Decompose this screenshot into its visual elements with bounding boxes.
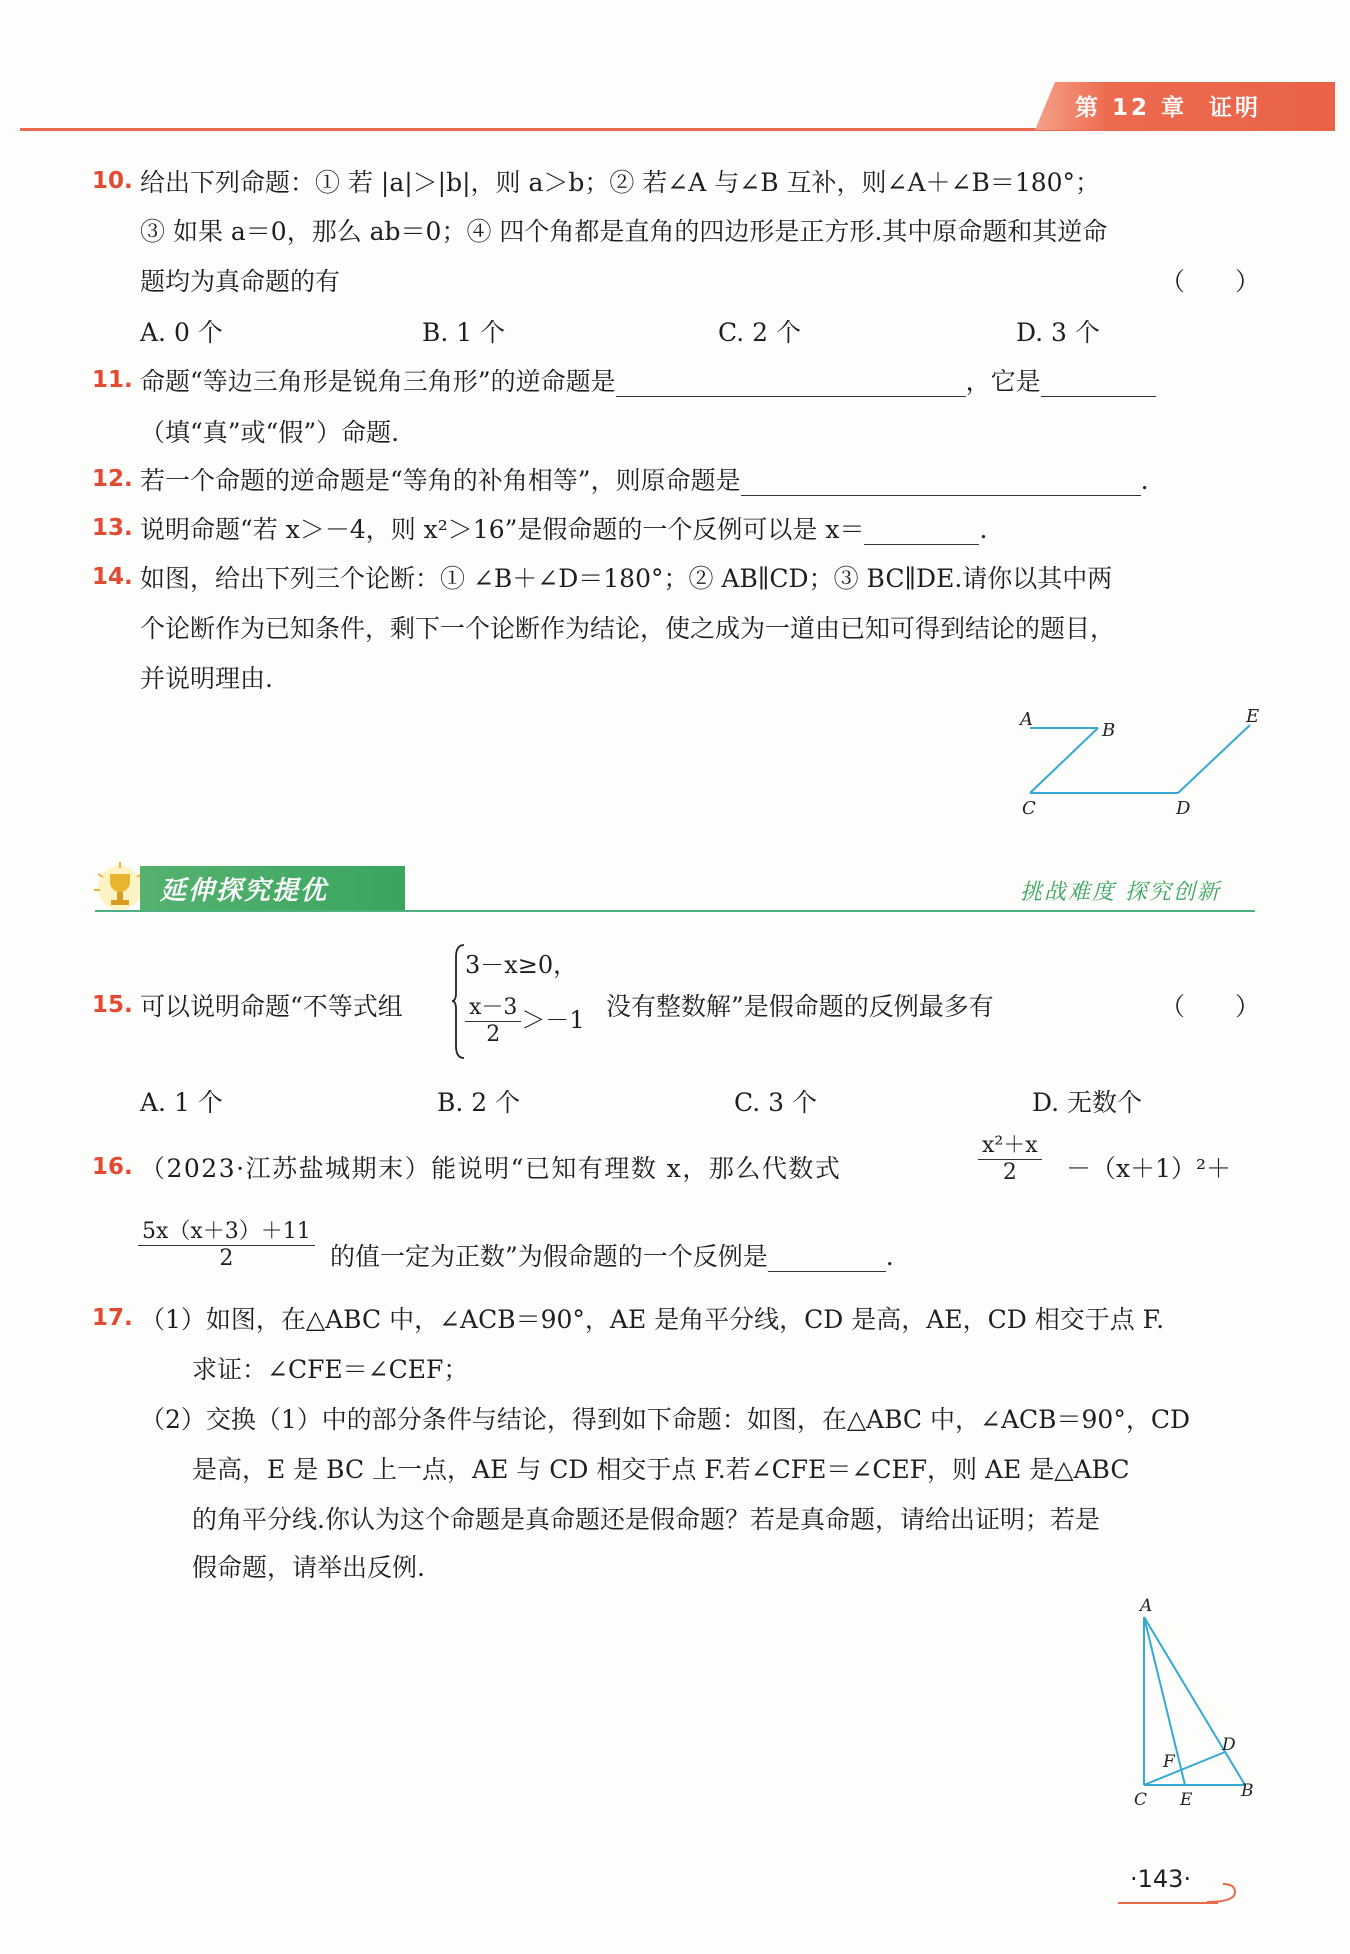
q15-fraction [465, 995, 521, 1048]
q15-brace [452, 943, 462, 1060]
segment-ab [1144, 1617, 1245, 1785]
q10-option-c: C. 2 个 [718, 318, 801, 347]
chapter-label [1075, 89, 1261, 122]
q13-text: 说明命题“若 x＞－4，则 x²＞16”是假命题的一个反例可以是 x＝ [140, 515, 865, 544]
q13-period: . [979, 515, 988, 544]
label-e: E [1246, 706, 1260, 727]
q15-inequality-2-rest: ＞－1 [521, 1006, 585, 1034]
label-e: E [1180, 1790, 1193, 1810]
page-number-rule [1118, 1902, 1218, 1904]
label-d: D [1222, 1735, 1236, 1755]
q10-line-1: 给出下列命题：① 若 |a|＞|b|，则 a＞b；② 若∠A 与∠B 互补，则∠A＋∠B＝180°； [140, 168, 1101, 197]
q10-option-b: B. 1 个 [422, 318, 506, 347]
q17-part1-line-1: （1）如图，在△ABC 中，∠ACB＝90°，AE 是角平分线，CD 是高，AE，CD 相交于点 F. [140, 1305, 1165, 1334]
q17-part2-line-2: 是高，E 是 BC 上一点，AE 与 CD 相交于点 F.若∠CFE＝∠CEF，则 AE 是△ABC [192, 1455, 1130, 1484]
chapter-number: 第 12 章 [1075, 95, 1188, 121]
page-corner-curl-icon [1205, 1878, 1245, 1908]
q14-figure [1010, 705, 1280, 825]
page-number: ·143· [1130, 1865, 1192, 1893]
q15-inequality-1: 3－x≥0， [465, 951, 578, 979]
label-d: D [1176, 798, 1191, 819]
question-number-17: 17. [92, 1305, 133, 1331]
q16-frac-1-num: x²＋x [978, 1133, 1042, 1160]
section-subtitle: 挑战难度 探究创新 [1020, 880, 1221, 905]
q11-text: 命题“等边三角形是锐角三角形”的逆命题是 [140, 367, 616, 396]
q12-period: . [1140, 466, 1149, 495]
label-b: B [1102, 720, 1116, 741]
q16-frac-2-den: 2 [219, 1246, 234, 1271]
q16-fraction-1 [978, 1133, 1042, 1186]
q17-part2-line-3: 的角平分线.你认为这个命题是真命题还是假命题？若是真命题，请给出证明；若是 [192, 1505, 1100, 1534]
q14-line-1: 如图，给出下列三个论断：① ∠B＋∠D＝180°；② AB∥CD；③ BC∥DE.请你以其中两 [140, 564, 1113, 593]
q14-line-3: 并说明理由. [140, 664, 273, 693]
q17-figure [1120, 1595, 1270, 1820]
q10-option-d: D. 3 个 [1016, 318, 1100, 347]
question-number-16: 16. [92, 1154, 133, 1180]
q13-line [140, 510, 987, 546]
q15-fraction-num: x－3 [465, 995, 521, 1022]
q16-frac-2 [138, 1219, 315, 1272]
question-number-14: 14. [92, 564, 133, 590]
question-number-12: 12. [92, 466, 133, 492]
q11-line-2: （填“真”或“假”）命题. [140, 418, 400, 447]
question-number-10: 10. [92, 168, 133, 194]
q15-option-b: B. 2 个 [437, 1088, 521, 1117]
q14-line-2: 个论断作为已知条件，剩下一个论断作为结论，使之成为一道由已知可得到结论的题目， [140, 614, 1116, 643]
question-number-15: 15. [92, 992, 133, 1018]
q15-answer-paren: （ ） [1160, 992, 1261, 1021]
q11-text-2: ，它是 [965, 367, 1041, 396]
q16-line-2 [330, 1237, 894, 1273]
q16-frac-1 [978, 1133, 1042, 1186]
q15-option-d: D. 无数个 [1032, 1088, 1143, 1117]
q16-period: . [885, 1242, 894, 1271]
label-a: A [1140, 1596, 1153, 1616]
q15-post: 没有整数解”是假命题的反例最多有 [606, 992, 994, 1021]
segment-bc [1030, 728, 1098, 793]
chapter-title: 证明 [1209, 95, 1262, 121]
q16-line-1: （2023·江苏盐城期末）能说明“已知有理数 x，那么代数式 [140, 1154, 842, 1183]
q12-blank[interactable] [741, 466, 1141, 496]
q16-blank[interactable] [768, 1242, 886, 1272]
q17-part1-line-2: 求证：∠CFE＝∠CEF； [192, 1355, 469, 1384]
q16-frac-1-den: 2 [1002, 1160, 1017, 1185]
label-f: F [1163, 1752, 1175, 1772]
q16-text-2: 的值一定为正数”为假命题的一个反例是 [330, 1242, 768, 1271]
q12-text: 若一个命题的逆命题是“等角的补角相等”，则原命题是 [140, 466, 741, 495]
question-number-11: 11. [92, 367, 133, 393]
q13-blank[interactable] [864, 515, 979, 545]
q11-blank-2[interactable] [1041, 367, 1156, 397]
q15-fraction-den: 2 [486, 1022, 501, 1047]
q12-line [140, 461, 1149, 497]
label-b: B [1241, 1781, 1254, 1801]
q10-line-3: 题均为真命题的有 [140, 267, 341, 296]
q16-fraction-2 [138, 1219, 315, 1272]
q15-option-c: C. 3 个 [734, 1088, 817, 1117]
q15-option-a: A. 1 个 [140, 1088, 223, 1117]
q17-part2-line-4: 假命题，请举出反例. [192, 1553, 425, 1582]
label-c: C [1022, 798, 1036, 819]
section-title: 延伸探究提优 [160, 876, 329, 906]
section-rule [95, 910, 1255, 912]
q10-line-2: ③ 如果 a＝0，那么 ab＝0；④ 四个角都是直角的四边形是正方形.其中原命题和其逆命 [140, 217, 1108, 246]
label-a: A [1020, 709, 1033, 730]
q17-part2-line-1: （2）交换（1）中的部分条件与结论，得到如下命题：如图，在△ABC 中，∠ACB＝90°，CD [140, 1405, 1190, 1434]
q10-option-a: A. 0 个 [140, 318, 223, 347]
q15-pre: 可以说明命题“不等式组 [140, 992, 403, 1021]
label-c: C [1134, 1790, 1148, 1810]
question-number-13: 13. [92, 515, 133, 541]
q10-answer-paren: （ ） [1160, 267, 1261, 296]
q11-blank-1[interactable] [616, 367, 966, 397]
q11-line-1 [140, 362, 1156, 398]
q15-inequality-2 [465, 995, 585, 1048]
q16-line-1-tail: －（x＋1）²＋ [1066, 1154, 1232, 1183]
q16-frac-2-num: 5x（x＋3）＋11 [138, 1219, 315, 1246]
segment-de [1178, 725, 1250, 793]
